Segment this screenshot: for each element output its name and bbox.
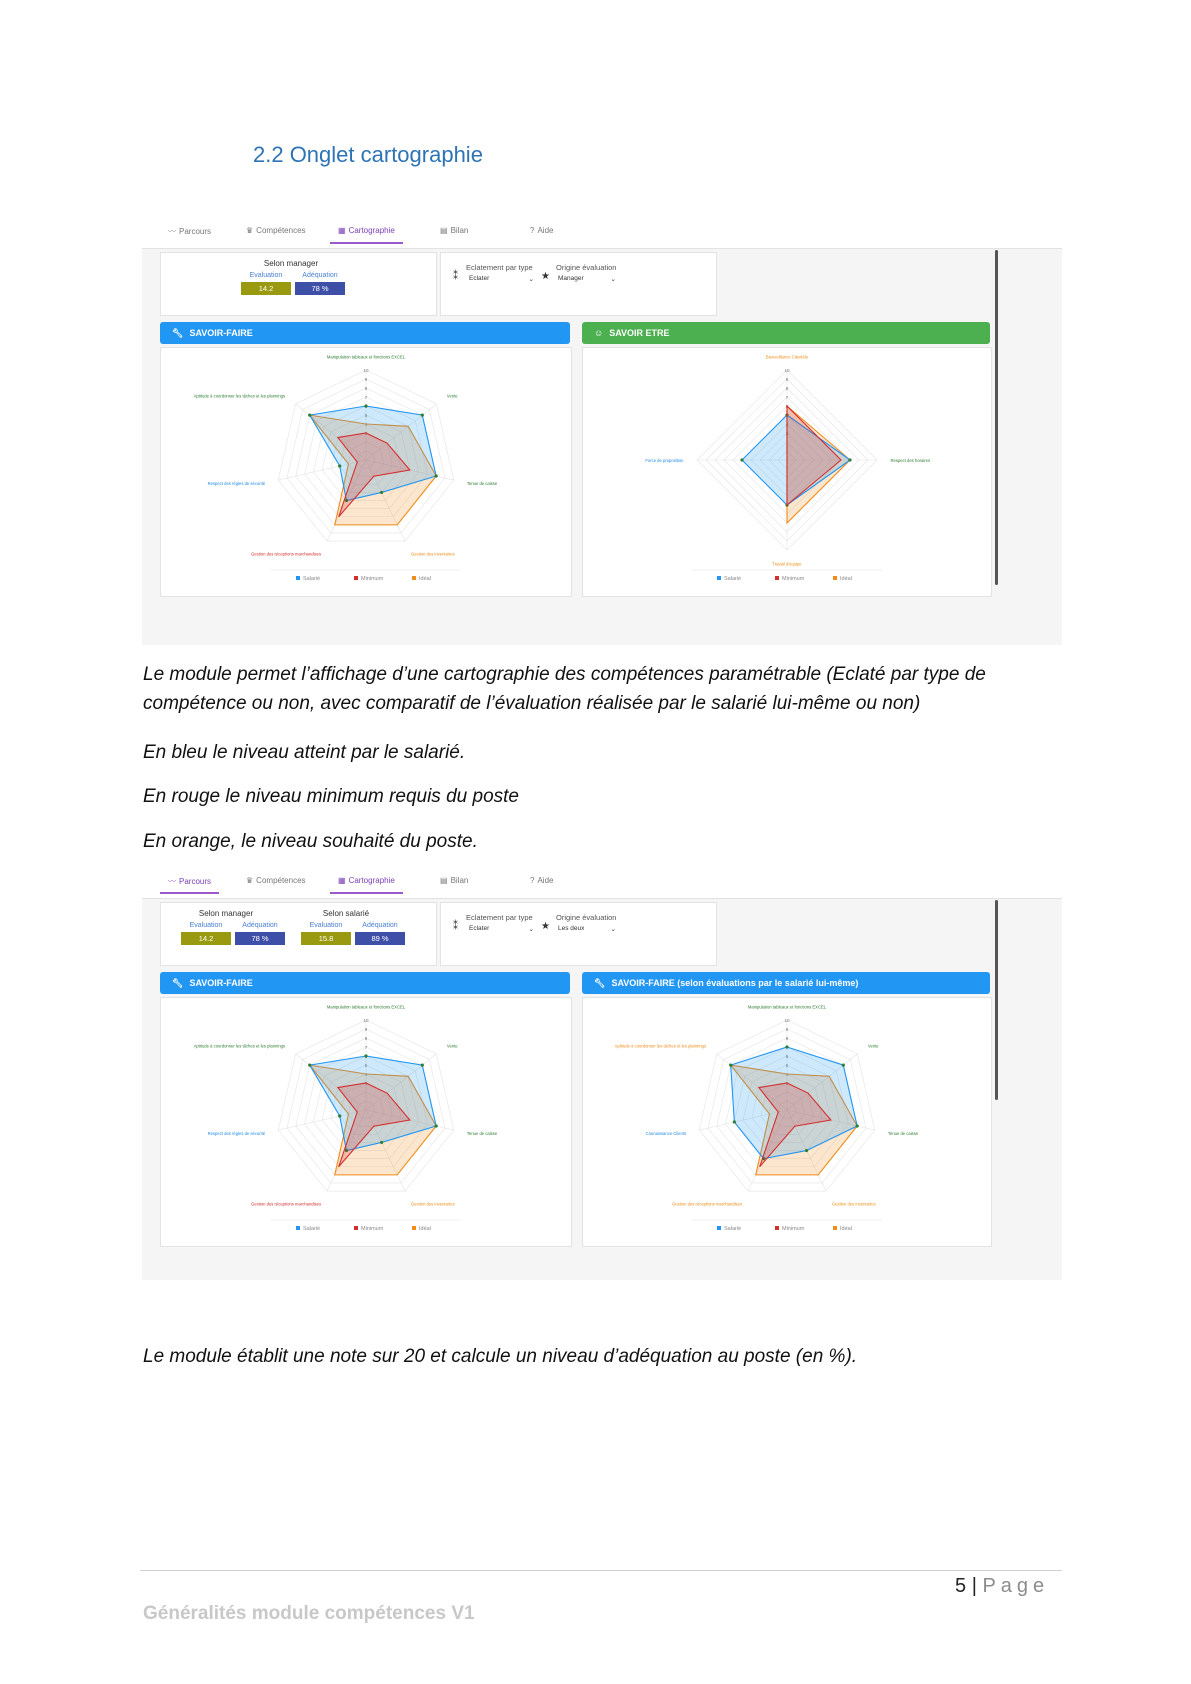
summary-title-salarie: Selon salarié [322,909,370,918]
savoir-faire-bar: 🔧︎ SAVOIR-FAIRE [160,972,570,994]
origin-select[interactable]: Manager ⌄ [558,275,616,283]
trend-icon: 〰 [168,227,176,236]
tab-bar [142,870,1062,899]
paragraph-orange: En orange, le niveau souhaité du poste. [143,831,478,852]
table-icon: ▤ [440,876,448,885]
paragraph-conclusion: Le module établit une note sur 20 et calcule un niveau d’adéquation au poste (en %). [143,1346,858,1367]
legend-swatch[interactable] [775,1226,779,1230]
chart-icon: ▦ [338,226,346,235]
legend-label[interactable]: Salarié [303,576,321,582]
tick-label: 8 [785,386,789,391]
chevron-down-icon: ⌄ [528,926,534,933]
data-point [740,458,743,461]
tick-label: 9 [364,1027,368,1032]
summary-title: Selon manager [263,259,319,268]
data-point [308,1064,311,1067]
tab-parcours[interactable]: 〰 Parcours [168,227,212,236]
tick-label: 8 [364,1036,368,1041]
footer-title: Généralités module compétences V1 [143,1603,475,1624]
radar-svg [583,998,991,1246]
savoir-faire-bar: 🔧︎ SAVOIR-FAIRE [160,322,570,344]
paragraph-red: En rouge le niveau minimum requis du poste [143,786,519,807]
data-point [380,491,383,494]
chevron-down-icon: ⌄ [528,276,534,283]
legend-label[interactable]: Minimum [782,576,805,582]
category-label: Respect des règles de sécurité [207,481,266,487]
legend-swatch[interactable] [296,576,300,580]
data-point [856,1124,859,1127]
tab-competences[interactable]: ♛ Compétences [246,876,306,885]
category-label: Connaissance Clients [645,1131,687,1137]
summary-title-manager: Selon manager [198,909,254,918]
category-label: Vente [867,1043,879,1049]
tick-label: 3 [364,1081,368,1086]
section-heading: 2.2 Onglet cartographie [253,142,483,167]
tick-label: 3 [364,431,368,436]
scrollbar[interactable] [995,900,998,1100]
category-label: Gestion des réceptions marchandises [672,1201,743,1207]
tick-label: 10 [363,368,369,373]
data-point [308,414,311,417]
data-point [364,1054,367,1057]
screenshot-cartographie-both [142,870,1062,1280]
legend-swatch[interactable] [717,576,721,580]
tick-label: 9 [364,377,368,382]
adequation-label: Adéquation [302,272,338,279]
tick-label: 9 [785,1027,789,1032]
summary-panel [160,252,437,316]
tick-label: 5 [364,1063,368,1068]
savoir-faire-self-bar: 🔧︎ SAVOIR-FAIRE (selon évaluations par le salarié lui-même) [582,972,990,994]
split-select[interactable]: Eclater ⌄ [469,925,534,933]
tick-label: 9 [785,377,789,382]
legend-label[interactable]: Minimum [361,1226,384,1232]
data-point [785,1045,788,1048]
data-point [435,1124,438,1127]
tick-label: 7 [364,395,368,400]
split-icon: ⁑ [453,271,458,282]
category-label: Manipulation tableaux et fonctions EXCEL [747,1004,827,1010]
legend-swatch[interactable] [412,1226,416,1230]
category-label: Manipulation tableaux et fonctions EXCEL [326,1004,406,1010]
paragraph-blue: En bleu le niveau atteint par le salarié. [143,742,466,763]
category-label: Respect des règles de sécurité [207,1131,266,1137]
category-label: Gestion des réceptions marchandises [251,1201,322,1207]
data-point [842,1064,845,1067]
tick-label: 4 [364,422,368,427]
radar-chart-savoir-faire [160,347,572,597]
radar-chart-savoir-faire-self [582,997,992,1247]
adequation-value: 78 % [235,932,285,945]
data-point [380,1141,383,1144]
tick-label: 6 [785,404,789,409]
evaluation-label: Evaluation [189,922,223,929]
help-icon: ? [530,876,535,885]
chevron-down-icon: ⌄ [610,276,616,283]
category-label: Gestion des inventaires [410,551,455,557]
origin-label: Origine évaluation [556,263,617,272]
tick-label: 10 [363,1018,369,1023]
adequation-label: Adéquation [362,922,398,929]
legend-label[interactable]: Minimum [361,576,384,582]
legend-label[interactable]: Minimum [782,1226,805,1232]
category-label: Bienveillance Clientèle [765,354,809,360]
tick-label: 4 [785,422,789,427]
category-label: Gestion des inventaires [831,1201,876,1207]
chart-icon: ▦ [338,876,346,885]
data-point [805,1149,808,1152]
filter-panel [440,902,717,966]
tab-aide[interactable]: ? Aide [530,876,554,885]
category-label: Gestion des réceptions marchandises [251,551,322,557]
tab-parcours[interactable]: 〰 Parcours [168,877,212,886]
tick-label: 7 [364,1045,368,1050]
radar-svg [161,998,571,1246]
legend-swatch[interactable] [833,576,837,580]
tick-label: 10 [784,1018,790,1023]
tab-bar [142,220,1062,249]
category-label: Travail d'équipe [772,561,802,567]
summary-panel [160,902,437,966]
legend-swatch[interactable] [354,1226,358,1230]
category-label: Aptitude à coordonner les tâches et les plannings [193,1043,286,1049]
legend-swatch[interactable] [296,1226,300,1230]
data-point [435,474,438,477]
tick-label: 10 [784,368,790,373]
tab-cartographie[interactable]: ▦ Cartographie [338,226,395,235]
radar-chart-savoir-etre [582,347,992,597]
legend-label[interactable]: Salarié [303,1226,321,1232]
data-point [729,1064,732,1067]
paragraph-intro: Le module permet l’affichage d’une cartographie des compétences paramétrable (Eclaté par type de compétence ou non, avec comparatif de l’évaluation réalisée par le salarié lui-même ou non) [143,664,986,714]
tab-cartographie[interactable]: ▦ Cartographie [338,876,395,885]
wrench-icon: 🔧︎ [172,978,184,988]
origin-select[interactable]: Les deux ⌄ [558,925,616,933]
trophy-icon: ♛ [246,876,254,885]
footer-divider [140,1570,1062,1571]
evaluation-label: Evaluation [309,922,343,929]
tab-aide[interactable]: ? Aide [530,226,554,235]
tick-label: 3 [785,1081,789,1086]
legend-label[interactable]: Idéal [840,1226,852,1232]
category-label: Manipulation tableaux et fonctions EXCEL [326,354,406,360]
category-label: Tenue de caisse [887,1131,919,1137]
wrench-icon: 🔧︎ [594,978,606,988]
evaluation-value: 14.2 [181,932,231,945]
evaluation-value: 15.8 [301,932,351,945]
category-label: Vente [446,1043,458,1049]
legend-label[interactable]: Idéal [419,1226,431,1232]
category-label: Vente [446,393,458,399]
category-label: Respect des horaires [890,458,931,463]
category-label: Aptitude à coordonner les tâches et les plannings [193,393,286,399]
star-icon: ★ [541,921,550,932]
screenshot-cartographie-manager [142,220,1062,645]
legend-label[interactable]: Idéal [419,576,431,582]
tab-bilan[interactable]: ▤ Bilan [440,226,469,235]
category-label: Force de proposition [645,458,684,463]
split-label: Eclatement par type [466,913,533,922]
radar-svg [583,348,991,596]
data-point [338,1114,341,1117]
data-point [421,1064,424,1067]
trophy-icon: ♛ [246,226,254,235]
tick-label: 6 [785,1054,789,1059]
trend-icon: 〰 [168,877,176,886]
help-icon: ? [530,226,535,235]
page-number: 5 | Page [955,1575,1050,1597]
data-point [364,404,367,407]
tick-label: 4 [785,1072,789,1077]
tab-competences[interactable]: ♛ Compétences [246,226,306,235]
adequation-value: 89 % [355,932,405,945]
data-point [733,1120,736,1123]
data-point [848,458,851,461]
data-point [421,414,424,417]
scrollbar[interactable] [995,250,998,585]
tick-label: 8 [364,386,368,391]
adequation-label: Adéquation [242,922,278,929]
legend-label[interactable]: Idéal [840,576,852,582]
savoir-etre-bar: ☺ SAVOIR ETRE [582,322,990,344]
table-icon: ▤ [440,226,448,235]
legend-swatch[interactable] [833,1226,837,1230]
split-select[interactable]: Eclater ⌄ [469,275,534,283]
tick-label: 5 [785,1063,789,1068]
split-label: Eclatement par type [466,263,533,272]
legend-swatch[interactable] [775,576,779,580]
star-icon: ★ [541,271,550,282]
tab-bilan[interactable]: ▤ Bilan [440,876,469,885]
category-label: Gestion des inventaires [410,1201,455,1207]
category-label: Tenue de caisse [466,1131,498,1137]
evaluation-value: 14.2 [241,282,291,295]
data-point [338,464,341,467]
tick-label: 4 [364,1072,368,1077]
tick-label: 7 [785,395,789,400]
legend-label[interactable]: Salarié [724,576,742,582]
origin-label: Origine évaluation [556,913,617,922]
chevron-down-icon: ⌄ [610,926,616,933]
split-icon: ⁑ [453,921,458,932]
radar-chart-savoir-faire [160,997,572,1247]
adequation-value: 78 % [295,282,345,295]
wrench-icon: 🔧︎ [172,328,184,338]
legend-swatch[interactable] [412,576,416,580]
radar-svg [161,348,571,596]
tick-label: 3 [785,431,789,436]
legend-label[interactable]: Salarié [724,1226,742,1232]
smile-icon: ☺ [594,328,604,338]
tick-label: 5 [364,413,368,418]
category-label: Aptitude à coordonner les tâches et les plannings [614,1043,707,1049]
filter-panel [440,252,717,316]
legend-swatch[interactable] [717,1226,721,1230]
legend-swatch[interactable] [354,576,358,580]
tick-label: 8 [785,1036,789,1041]
category-label: Tenue de caisse [466,481,498,487]
evaluation-label: Evaluation [249,272,283,279]
